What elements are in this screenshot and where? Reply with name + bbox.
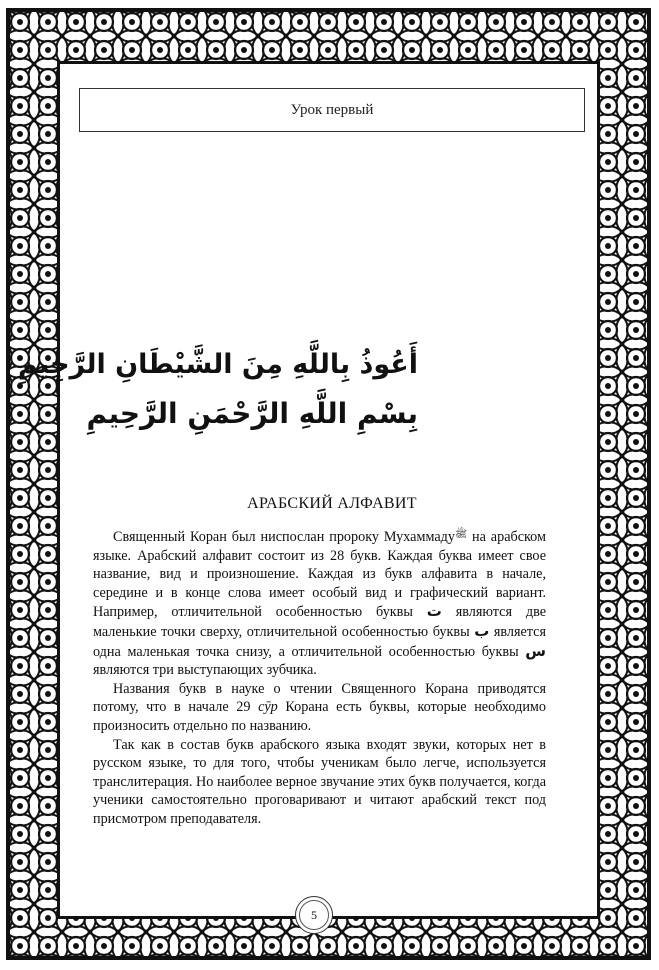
body-text — [93, 526, 546, 829]
honorific-symbol: ﷺ — [454, 529, 468, 540]
arabic-letter-ba: ب — [474, 621, 490, 640]
paragraph-2-text-2: Корана есть буквы, которые необходимо произносить отдельно по названию. — [93, 699, 546, 734]
paragraph-1-text-5: являются три выступающих зубчика. — [93, 662, 317, 679]
paragraph-3: Так как в состав букв арабского языка входят звуки, которых нет в русском языке, то для того, чтобы ученикам было легче, используется транслитерация. Но наиболее верное звучание этих букв получается, когда ученики самостоятельно проговаривают и читают арабский текст под присмотром преподавателя. — [93, 736, 546, 827]
paragraph-1-text-4: является одна маленькая точка снизу, а отличительной особенностью буквы — [93, 623, 547, 660]
page-number: 5 — [311, 907, 317, 922]
calligraphy-line-2: بِسْمِ اللَّهِ الرَّحْمَنِ الرَّحِيمِ — [86, 397, 418, 430]
paragraph-1-text-3: являются две маленькие точки сверху, отличительной особенностью буквы — [93, 604, 546, 640]
paragraph-1 — [93, 526, 546, 680]
paragraph-1-text-2: на арабском языке. Арабский алфавит состоит из 28 букв. Каждая буква имеет свое название, вид и произношение. Каждая из букв алфавита в начале, середине и в конце слова имеет особый вид и графический вариант. Например, отличительной особенностью буквы — [93, 529, 546, 621]
arabic-calligraphy — [17, 335, 428, 445]
paragraph-1-text: Священный Коран был ниспослан пророку Мухаммаду — [113, 529, 455, 545]
lesson-title: Урок первый — [290, 101, 374, 118]
section-title: АРАБСКИЙ АЛФАВИТ — [247, 495, 417, 512]
arabic-letter-ta: ت — [426, 602, 442, 621]
surah-term: сӯр — [258, 699, 278, 716]
paragraph-2 — [93, 680, 546, 736]
calligraphy-line-1: أَعُوذُ بِاللَّهِ مِنَ الشَّيْطَانِ الرَّجِيمِ — [17, 349, 418, 380]
paragraph-2-text: Названия букв в науке о чтении Священного Корана приводятся потому, что в начале 29 — [93, 680, 546, 716]
arabic-letter-sin: س — [525, 641, 546, 660]
page-number-badge — [295, 896, 333, 934]
lesson-title-box — [79, 88, 585, 132]
